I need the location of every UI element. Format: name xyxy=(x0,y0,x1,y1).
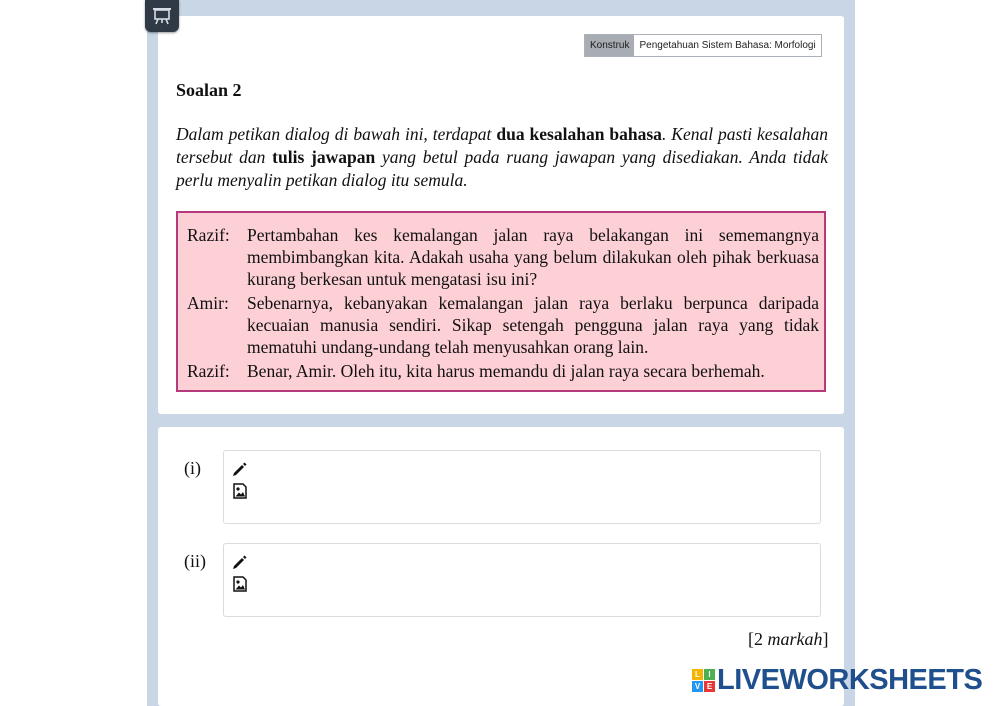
dialog-speaker: Razif: xyxy=(187,361,230,381)
question-instructions xyxy=(176,123,828,192)
instruction-bold-text: dua kesalahan bahasa xyxy=(496,124,662,144)
dialog-line xyxy=(187,224,819,290)
marks-prefix: [2 xyxy=(748,629,768,649)
dialog-speaker: Amir: xyxy=(187,293,229,313)
marks-label xyxy=(748,629,829,650)
dialog-speaker: Razif: xyxy=(187,225,230,245)
instruction-text: . Kenal pasti kesalahan tersebut dan xyxy=(176,124,828,167)
answer-label-i: (i) xyxy=(184,458,201,478)
pencil-icon[interactable] xyxy=(232,554,248,570)
image-icon[interactable] xyxy=(232,576,248,592)
logo-letter: V xyxy=(692,681,703,692)
logo-text: LIVEWORKSHEETS xyxy=(717,664,983,696)
instruction-text: yang betul pada ruang jawapan yang disediakan. Anda tidak perlu menyalin petikan dialog itu semula. xyxy=(176,147,828,190)
marks-word: markah xyxy=(767,629,823,649)
liveworksheets-logo xyxy=(692,664,982,697)
dialog-text: Pertambahan kes kemalangan jalan raya belakangan ini sememangnya membimbangkan kita. Adakah usaha yang belum dilakukan oleh pihak berkuasa kurang berkesan untuk mengatasi isu ini? xyxy=(247,225,819,289)
image-icon[interactable] xyxy=(232,483,248,499)
dialog-text: Benar, Amir. Oleh itu, kita harus memandu di jalan raya secara berhemah. xyxy=(247,361,765,381)
marks-suffix: ] xyxy=(822,629,829,649)
logo-grid-icon xyxy=(692,669,715,692)
construct-badge xyxy=(584,34,822,57)
dialog-line xyxy=(187,292,819,358)
logo-letter: E xyxy=(704,681,715,692)
answer-label-ii: (ii) xyxy=(184,551,206,571)
answer-input-ii[interactable] xyxy=(223,543,821,617)
instruction-bold-text: tulis jawapan xyxy=(272,147,376,167)
answer-input-i[interactable] xyxy=(223,450,821,524)
construct-label: Konstruk xyxy=(585,35,634,56)
pencil-icon[interactable] xyxy=(232,461,248,477)
logo-letter: L xyxy=(692,669,703,680)
presentation-mode-button[interactable] xyxy=(145,0,179,32)
instruction-text: Dalam petikan dialog di bawah ini, terdapat xyxy=(176,124,497,144)
dialog-text: Sebenarnya, kebanyakan kemalangan jalan raya berlaku berpunca daripada kecuaian manusia sendiri. Sikap setengah pengguna jalan raya yang tidak mematuhi undang-undang telah menyusahkan orang lain. xyxy=(247,293,819,357)
logo-letter: I xyxy=(704,669,715,680)
presentation-board-icon xyxy=(152,7,172,25)
dialog-box xyxy=(176,211,826,392)
dialog-line xyxy=(187,360,819,382)
question-title: Soalan 2 xyxy=(176,80,242,100)
construct-value: Pengetahuan Sistem Bahasa: Morfologi xyxy=(634,35,820,56)
